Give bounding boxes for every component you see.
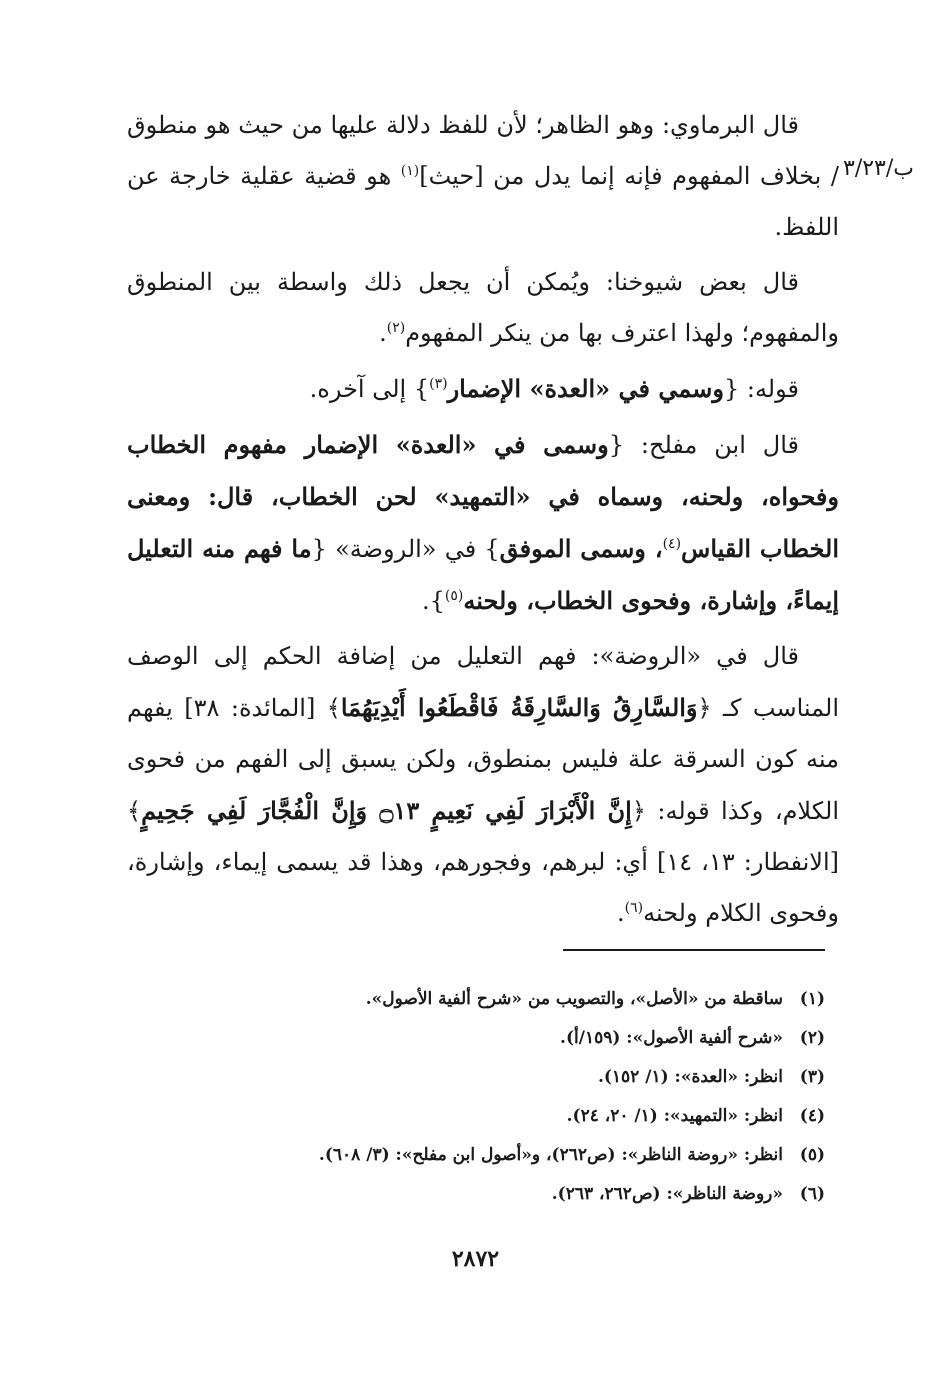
text-run: قال بعض شيوخنا: ويُمكن أن يجعل ذلك واسطة بين المنطوق والمفهوم؛ ولهذا اعترف بها من ينكر المفهوم <box>127 268 839 347</box>
main-text <box>127 100 839 943</box>
footnote <box>125 980 825 1019</box>
matn-quote: ، وسمى الموفق <box>499 534 663 563</box>
footnote-text: انظر: «روضة الناظر»: (ص٢٦٢)، و«أصول ابن مفلح»: (٣/ ٦٠٨). <box>318 1145 783 1165</box>
paragraph-barmawi <box>127 100 839 253</box>
footnote <box>125 1058 825 1097</box>
quran-verse: إِنَّ الْأَبْرَارَ لَفِي نَعِيمٍ ۝١٣ وَإِنَّ الْفُجَّارَ لَفِي جَحِيمٍ <box>141 796 632 825</box>
footnote-text: انظر: «العدة»: (١/ ١٥٢). <box>597 1067 783 1087</box>
text-run: قال ابن مفلح: { <box>608 431 799 459</box>
paragraph-qawluhu <box>127 363 839 415</box>
paragraph-rawda <box>127 631 839 939</box>
footnote <box>125 1136 825 1175</box>
footnote-number: (٤) <box>799 1106 825 1126</box>
footnote-ref: (٥) <box>444 588 464 604</box>
footnote-ref: (٢) <box>386 320 406 336</box>
matn-quote: وسمى في «العدة» الإضمار مفهوم الخطاب وفحواه، ولحنه، وسماه في «التمهيد» لحن الخطاب، قال: ومعنى الخطاب القياس <box>127 430 839 563</box>
quran-verse: وَالسَّارِقُ وَالسَّارِقَةُ فَاقْطَعُوا أَيْدِيَهُمَا <box>340 693 698 722</box>
footnote <box>125 1175 825 1214</box>
footnote <box>125 1097 825 1136</box>
paragraph-shuyukh <box>127 257 839 359</box>
footnote-number: (١) <box>799 989 825 1009</box>
text-run: ﴾ [المائدة: ٣٨] يفهم منه كون السرقة علة فليس بمنطوق، ولكن يسبق إلى الفهم من فحوى الكلام، وكذا قوله: ﴿ <box>127 694 839 825</box>
matn-quote: ما فهم منه التعليل إيماءً، وإشارة، وفحوى الخطاب، ولحنه <box>127 534 839 615</box>
footnote <box>125 1019 825 1058</box>
text-run: . <box>616 899 625 927</box>
text-run: . <box>379 319 387 347</box>
text-run: ﴾ [الانفطار: ١٣، ١٤] أي: لبرهم، وفجورهم، وهذا قد يسمى إيماء، وإشارة، وفحوى الكلام ولحنه <box>127 797 840 927</box>
footnote-ref: (٤) <box>662 536 682 552</box>
footnote-divider <box>563 949 825 951</box>
footnote-number: (٦) <box>799 1184 825 1204</box>
footnote-number: (٢) <box>799 1028 825 1048</box>
footnote-text: انظر: «التمهيد»: (١/ ٢٠، ٢٤). <box>566 1106 783 1126</box>
matn-quote: وسمي في «العدة» الإضمار <box>447 374 724 403</box>
footnote-text: ساقطة من «الأصل»، والتصويب من «شرح ألفية الأصول». <box>365 989 783 1009</box>
text-run: قوله: { <box>723 375 799 403</box>
text-run: } إلى آخره. <box>309 375 430 403</box>
footnote-ref: (٣) <box>429 376 448 392</box>
footnotes <box>125 980 825 1214</box>
footnote-text: «روضة الناظر»: (ص٢٦٢، ٢٦٣). <box>551 1184 783 1204</box>
text-run: } في «الروضة» { <box>311 535 500 563</box>
footnote-text: «شرح ألفية الأصول»: (١٥٩/أ). <box>560 1028 783 1048</box>
footnote-number: (٥) <box>799 1145 825 1165</box>
text-run: قال البرماوي: وهو الظاهر؛ لأن للفظ دلالة عليها من حيث هو منطوق / بخلاف المفهوم فإنه إنما يدل من [حيث] <box>127 111 839 190</box>
footnote-ref: (٦) <box>624 900 644 916</box>
text-run: }. <box>421 587 445 615</box>
paragraph-ibn-muflih <box>127 419 839 627</box>
manuscript-folio-marker: ب/٣/٢٣ <box>843 156 914 181</box>
footnote-ref: (١) <box>400 163 420 179</box>
footnote-number: (٣) <box>799 1067 825 1087</box>
text-run: قال في «الروضة»: فهم التعليل من إضافة الحكم إلى الوصف المناسب كـ ﴿ <box>127 642 839 722</box>
page-number: ٢٨٧٢ <box>451 1246 500 1272</box>
text-run: هو قضية عقلية خارجة عن اللفظ. <box>127 162 839 241</box>
